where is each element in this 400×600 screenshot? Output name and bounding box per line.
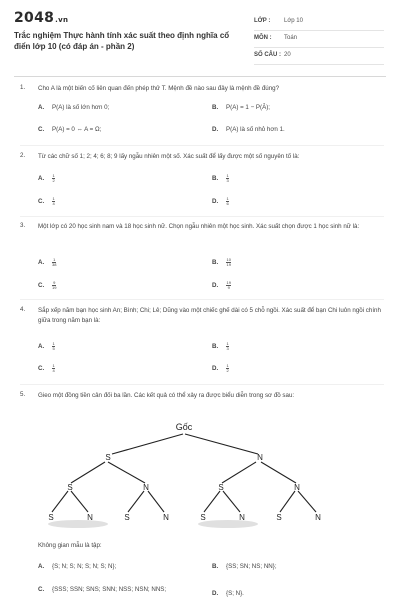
option-text: P(A) là số lớn hơn 0; [52, 104, 110, 111]
meta-value: 20 [284, 52, 291, 58]
logo-suffix: .vn [55, 16, 69, 24]
option-label: B. [212, 175, 219, 183]
tree-leaf-s: S [124, 513, 130, 522]
question-divider [20, 299, 384, 300]
fraction-denominator: 38 [52, 262, 57, 267]
meta-value: Toán [284, 35, 298, 41]
option-label: D. [212, 365, 219, 373]
tree-leaf-n: N [315, 513, 321, 522]
tree-shadows [48, 520, 258, 528]
fraction-numerator: 10 [226, 257, 231, 262]
option-label: A. [38, 343, 45, 351]
fraction-numerator: 1 [226, 196, 229, 201]
fraction-numerator: 1 [52, 173, 55, 178]
question-number: 2. [20, 152, 26, 159]
question-number: 3. [20, 222, 26, 229]
tree-node-n: N [257, 453, 263, 462]
fraction-denominator: 2 [52, 178, 55, 183]
option-text: {S; N; S; N; S; N; S; N}; [52, 563, 117, 570]
question-number: 1. [20, 84, 26, 91]
fraction-denominator: 6 [226, 201, 229, 206]
option-fraction [52, 258, 56, 267]
option-5c[interactable] [38, 586, 166, 593]
option-text: P(A) = 0 ⇔ A = Ω; [52, 126, 102, 133]
option-fraction [226, 281, 231, 290]
option-3d[interactable] [212, 281, 231, 290]
tree-node-s: S [105, 453, 111, 462]
meta-value: Lớp 10 [284, 18, 303, 24]
tree-leaf-n: N [163, 513, 169, 522]
meta-row-count [254, 48, 384, 65]
tree-leaf-s: S [48, 513, 54, 522]
fraction-denominator: 5 [52, 346, 55, 351]
fraction-numerator: 1 [226, 341, 229, 346]
tree-root-label: Gốc [175, 422, 193, 432]
fraction-denominator: 3 [226, 346, 229, 351]
option-fraction [52, 197, 55, 206]
option-label: C. [38, 365, 45, 373]
question-divider [20, 145, 384, 146]
option-4d[interactable] [212, 364, 229, 373]
option-1c[interactable] [38, 126, 101, 133]
tree-node-s: S [67, 483, 73, 492]
tree-leaf-n: N [239, 513, 245, 522]
option-4c[interactable] [38, 364, 55, 373]
option-label: A. [38, 259, 45, 267]
fraction-numerator: 1 [52, 341, 55, 346]
option-label: C. [38, 586, 45, 593]
option-3a[interactable] [38, 258, 56, 267]
meta-key: SỐ CÂU : [254, 52, 281, 58]
option-fraction [52, 364, 55, 373]
option-text: {SS; SN; NS; NN}; [226, 563, 277, 570]
option-fraction [52, 342, 55, 351]
option-label: A. [38, 563, 45, 570]
option-label: D. [212, 590, 219, 597]
option-text: P(A) = 1 − P(Ā); [226, 104, 271, 111]
option-label: A. [38, 175, 45, 183]
option-2b[interactable] [212, 174, 229, 183]
option-text: {SSS; SSN; SNS; SNN; NSS; NSN; NNS; [52, 586, 167, 593]
site-logo[interactable] [14, 10, 68, 26]
option-fraction [226, 364, 229, 373]
page-header [0, 0, 400, 72]
logo-text: 2048 [14, 10, 55, 26]
question-text: Một lớp có 20 học sinh nam và 18 học sinh nữ. Chọn ngẫu nhiên một học sinh. Xác suất chọn được 1 học sinh nữ là: [38, 223, 360, 230]
option-label: B. [212, 104, 219, 111]
fraction-numerator: 1 [226, 173, 229, 178]
option-label: C. [38, 198, 45, 206]
option-1d[interactable] [212, 126, 285, 133]
fraction-numerator: 1 [226, 363, 229, 368]
fraction-numerator: 1 [52, 196, 55, 201]
fraction-denominator: 19 [226, 262, 231, 267]
option-3c[interactable] [38, 281, 56, 290]
question-number: 5. [20, 391, 26, 398]
tree-leaf-s: S [276, 513, 282, 522]
fraction-denominator: 9 [227, 285, 230, 290]
fraction-numerator: 1 [52, 363, 55, 368]
option-fraction [226, 197, 229, 206]
question-text: Gieo một đồng tiền cân đối ba lần. Các kết quả có thể xảy ra được biểu diễn trong sơ đồ sau: [38, 392, 295, 399]
question-text: Từ các chữ số 1; 2; 4; 6; 8; 9 lấy ngẫu nhiên một số. Xác suất để lấy được một số nguyên tố là: [38, 153, 300, 160]
tree-leaf-s: S [200, 513, 206, 522]
option-fraction [226, 342, 229, 351]
fraction-denominator: 3 [226, 178, 229, 183]
option-5a[interactable] [38, 563, 116, 570]
option-fraction [226, 258, 231, 267]
sample-space-prompt: Không gian mẫu là tập: [38, 542, 102, 549]
question-text: Sắp xếp năm bạn học sinh An; Bình; Chi; Lê; Dũng vào một chiếc ghế dài có 5 chỗ ngồi. Xác suất để bạn Chi luôn ngồi chính giữa trong năm bạn là: [38, 307, 381, 324]
option-fraction [226, 174, 229, 183]
option-label: D. [212, 126, 219, 133]
header-divider [14, 76, 386, 77]
fraction-denominator: 4 [52, 368, 55, 373]
page-title: Trắc nghiệm Thực hành tính xác suất theo định nghĩa cổ điển lớp 10 (có đáp án - phần 2) [14, 31, 230, 51]
option-1a[interactable] [38, 104, 109, 111]
fraction-denominator: 2 [226, 368, 229, 373]
question-text: Cho A là một biến cố liên quan đến phép thử T. Mệnh đề nào sau đây là mệnh đề đúng? [38, 85, 280, 92]
fraction-numerator: 9 [53, 280, 56, 285]
probability-tree-diagram [40, 418, 350, 530]
question-number: 4. [20, 306, 26, 313]
meta-row-subject [254, 31, 384, 48]
option-fraction [52, 174, 55, 183]
option-5d[interactable] [212, 590, 244, 597]
tree-node-s: S [218, 483, 224, 492]
option-1b[interactable] [212, 104, 270, 111]
option-5b[interactable] [212, 563, 277, 570]
option-label: D. [212, 282, 219, 290]
option-label: C. [38, 282, 45, 290]
option-label: A. [38, 104, 45, 111]
tree-node-n: N [143, 483, 149, 492]
question-divider [20, 216, 384, 217]
option-4a[interactable] [38, 342, 55, 351]
option-label: B. [212, 563, 219, 570]
meta-key: LỚP : [254, 18, 271, 24]
fraction-denominator: 4 [52, 201, 55, 206]
option-label: B. [212, 343, 219, 351]
option-fraction [52, 281, 56, 290]
option-2a[interactable] [38, 174, 55, 183]
question-divider [20, 384, 384, 385]
option-2c[interactable] [38, 197, 55, 206]
option-2d[interactable] [212, 197, 229, 206]
meta-row-class [254, 14, 384, 31]
fraction-numerator: 1 [53, 257, 56, 262]
tree-edges [52, 434, 316, 512]
option-label: D. [212, 198, 219, 206]
option-text: {S; N}. [226, 590, 244, 597]
meta-key: MÔN : [254, 35, 272, 41]
meta-info [254, 14, 384, 65]
option-label: C. [38, 126, 45, 133]
tree-node-n: N [294, 483, 300, 492]
option-3b[interactable] [212, 258, 231, 267]
option-text: P(A) là số nhỏ hơn 1. [226, 126, 285, 133]
fraction-numerator: 19 [226, 280, 231, 285]
option-label: B. [212, 259, 219, 267]
fraction-denominator: 19 [52, 285, 57, 290]
option-4b[interactable] [212, 342, 229, 351]
tree-leaf-n: N [87, 513, 93, 522]
